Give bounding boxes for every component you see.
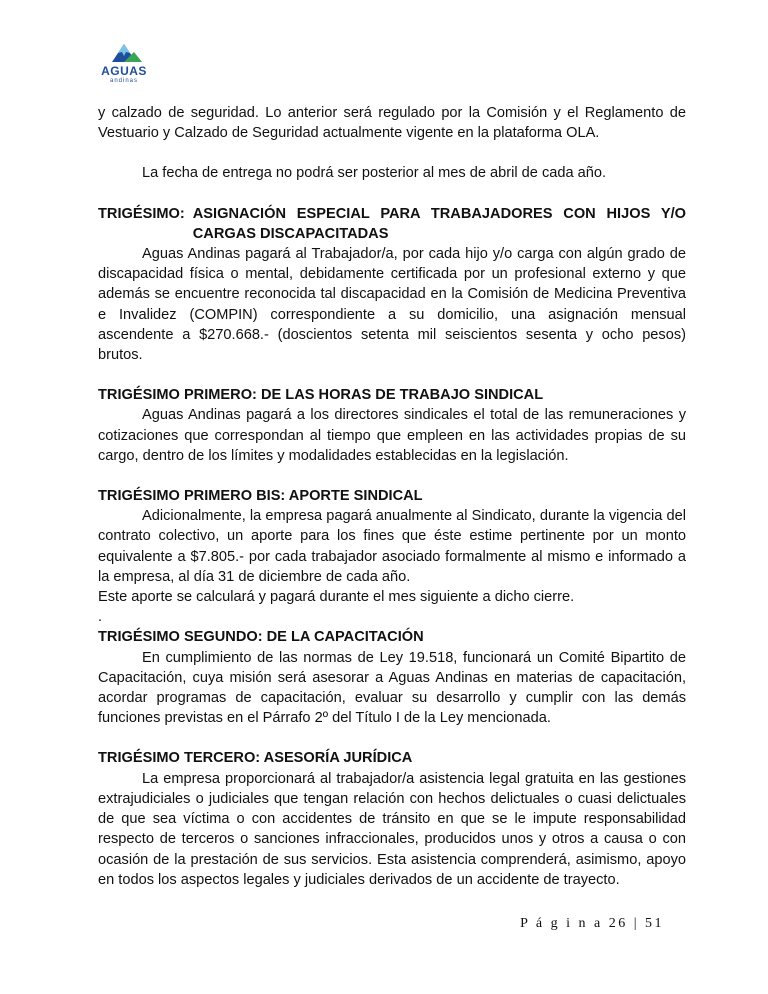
paragraph-trigesimo-segundo: En cumplimiento de las normas de Ley 19.518, funcionará un Comité Bipartito de Capacitación, cuya misión será asesorar a Aguas Andinas en materias de capacitación, acordar programas de capacitación, evaluar su desarrollo y cumplir con las demás funciones previstas en el Párrafo 2º del Título I de la Ley mencionada. — [98, 649, 686, 727]
heading-trigesimo-tercero: TRIGÉSIMO TERCERO: ASESORÍA JURÍDICA — [98, 750, 413, 767]
paragraph-trigesimo: Aguas Andinas pagará al Trabajador/a, por cada hijo y/o carga con algún grado de discapacidad física o mental, debidamente certificada por un profesional externo y que además se encuentre reconocida tal discapacidad en la Comisión de Medicina Preventiva e Invalidez (COMPIN) correspondiente a su domicilio, una asignación mensual ascendente a $270.668.- (doscientos setenta mil seiscientos sesenta y ocho pesos) brutos. — [98, 246, 686, 364]
paragraph-delivery-date: La fecha de entrega no podrá ser posterior al mes de abril de cada año. — [142, 165, 607, 182]
logo-subtitle: andinas — [109, 78, 139, 84]
heading-trigesimo-segundo: TRIGÉSIMO SEGUNDO: DE LA CAPACITACIÓN — [98, 629, 424, 646]
paragraph-trigesimo-primero: Aguas Andinas pagará a los directores sindicales el total de las remuneraciones y cotizaciones que correspondan al tiempo que empleen en las actividades propias de su cargo, dentro de los límites y modalidades establecidas en la legislación. — [98, 407, 686, 464]
page-number: P á g i n a 26 | 51 — [520, 916, 664, 931]
heading-trigesimo-lead: TRIGÉSIMO: — [98, 205, 185, 222]
heading-trigesimo-primero: TRIGÉSIMO PRIMERO: DE LAS HORAS DE TRABAJO SINDICAL — [98, 387, 544, 404]
paragraph-trigesimo-tercero: La empresa proporcionará al trabajador/a asistencia legal gratuita en las gestiones extrajudiciales o judiciales que tengan relación con hechos delictuales o cuasi delictuales de que sea víctima o con accidentes de tránsito en que se le impute responsabilidad respecto de terceros o sanciones infraccionales, producidos unos y otros a causa o con ocasión de la prestación de sus servicios. Esta asistencia comprenderá, asimismo, apoyo en todos los aspectos legales y judiciales derivados de un accidente de trayecto. — [98, 770, 686, 888]
paragraph-trigesimo-primero-bis: Adicionalmente, la empresa pagará anualmente al Sindicato, durante la vigencia del contrato colectivo, un aporte para los fines que éste estime pertinente por un monto equivalente a $7.805.- por cada trabajador asociado formalmente al mismo e informado a la empresa, al día 31 de diciembre de cada año. — [98, 508, 686, 585]
stray-dot: . — [98, 609, 103, 626]
heading-trigesimo-title: ASIGNACIÓN ESPECIAL PARA TRABAJADORES CON HIJOS Y/O CARGAS DISCAPACITADAS — [192, 205, 686, 242]
paragraph-continuation: y calzado de seguridad. Lo anterior será regulado por la Comisión y el Reglamento de Vestuario y Calzado de Seguridad actualmente vigente en la plataforma OLA. — [98, 105, 686, 142]
document-body — [98, 103, 686, 890]
logo-name: AGUAS — [101, 64, 147, 78]
heading-trigesimo — [98, 204, 686, 244]
heading-trigesimo-primero-bis: TRIGÉSIMO PRIMERO BIS: APORTE SINDICAL — [98, 488, 423, 505]
aguas-andinas-logo — [98, 40, 150, 88]
mountain-icon — [98, 40, 150, 64]
paragraph-aporte-cierre: Este aporte se calculará y pagará durante el mes siguiente a dicho cierre. — [98, 589, 575, 606]
